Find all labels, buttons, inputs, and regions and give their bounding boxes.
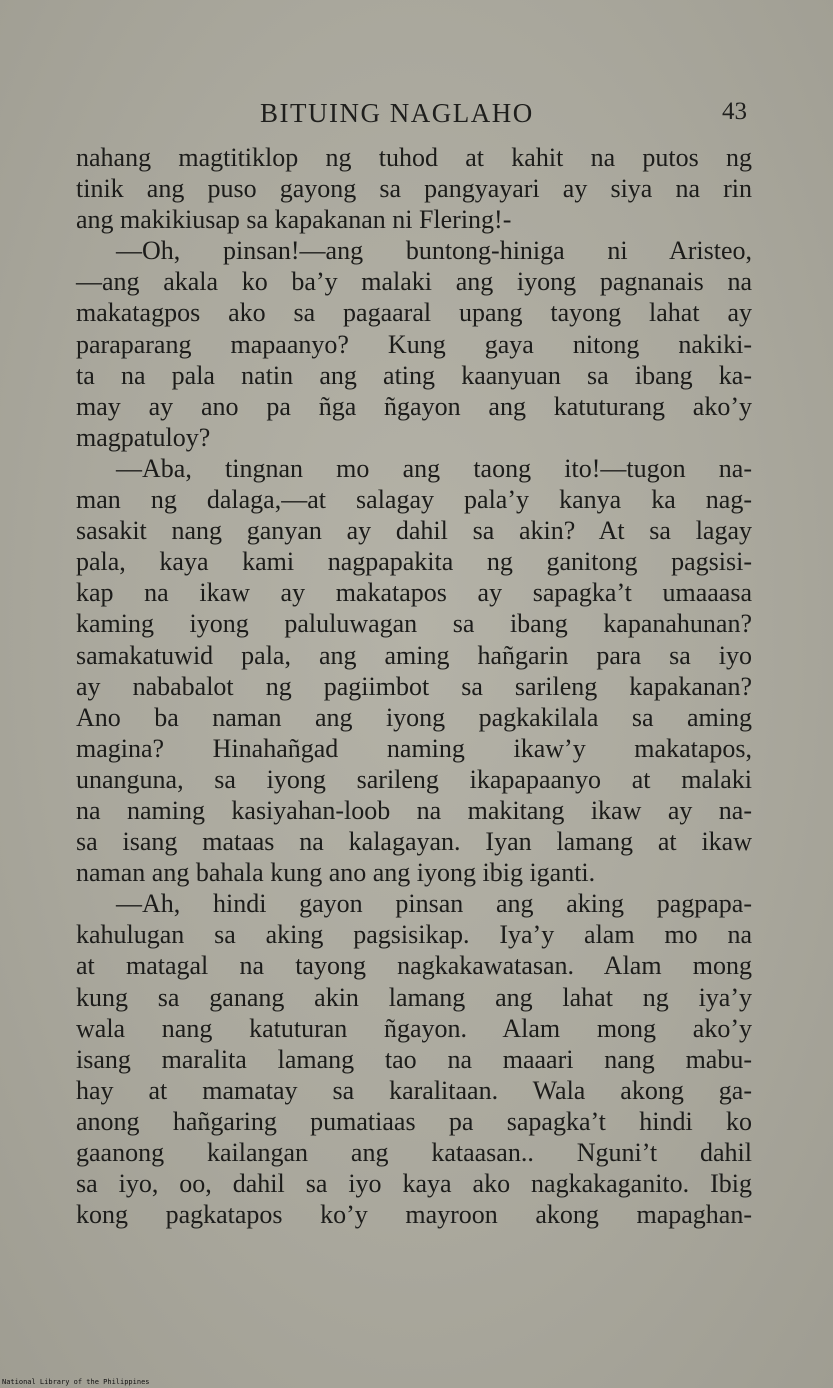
text-line: naman ang bahala kung ano ang iyong ibig iganti. — [76, 858, 596, 888]
text-line: kaming iyong paluluwagan sa ibang kapanahunan? — [76, 609, 752, 639]
running-title: BITUING NAGLAHO — [260, 98, 534, 128]
text-line: ta na pala natin ang ating kaanyuan sa ibang ka- — [76, 360, 752, 390]
text-line: samakatuwid pala, ang aming hañgarin para sa iyo — [76, 640, 752, 670]
page-number: 43 — [722, 98, 747, 125]
text-line: kong pagkatapos ko’y mayroon akong mapaghan- — [76, 1200, 752, 1230]
text-line: at matagal na tayong nagkakawatasan. Alam mong — [76, 951, 752, 981]
text-line: tinik ang puso gayong sa pangyayari ay siya na rin — [76, 174, 752, 204]
library-credit: National Library of the Philippines — [2, 1378, 150, 1386]
text-line: sa isang mataas na kalagayan. Iyan lamang at ikaw — [76, 827, 752, 857]
text-line: na naming kasiyahan-loob na makitang ikaw ay na- — [76, 795, 752, 825]
text-line: —Oh, pinsan!—ang buntong-hiniga ni Aristeo, — [116, 236, 752, 266]
text-line: isang maralita lamang tao na maaari nang mabu- — [76, 1044, 752, 1074]
text-line: kahulugan sa aking pagsisikap. Iya’y alam mo na — [76, 920, 752, 950]
text-line: wala nang katuturan ñgayon. Alam mong ako’y — [76, 1013, 752, 1043]
text-line: —Aba, tingnan mo ang taong ito!—tugon na- — [116, 453, 752, 483]
text-line: gaanong kailangan ang kataasan.. Nguni’t dahil — [76, 1138, 752, 1167]
page-header — [0, 98, 833, 138]
text-line: kap na ikaw ay makatapos ay sapagka’t umaaasa — [76, 578, 752, 608]
text-line: magpatuloy? — [76, 422, 211, 452]
body-text — [76, 142, 752, 1230]
text-line: kung sa ganang akin lamang ang lahat ng iya’y — [76, 982, 752, 1012]
text-line: hay at mamatay sa karalitaan. Wala akong ga- — [76, 1075, 752, 1105]
text-line: ang makikiusap sa kapakanan ni Flering!- — [76, 205, 512, 235]
text-line: makatagpos ako sa pagaaral upang tayong lahat ay — [76, 298, 752, 328]
text-line: nahang magtitiklop ng tuhod at kahit na putos ng — [76, 143, 752, 172]
text-line: Ano ba naman ang iyong pagkakilala sa aming — [76, 702, 752, 732]
text-line: unanguna, sa iyong sarileng ikapapaanyo at malaki — [76, 764, 752, 794]
text-line: may ay ano pa ñga ñgayon ang katuturang ako’y — [76, 391, 752, 421]
text-line: ay nababalot ng pagiimbot sa sarileng kapakanan? — [76, 671, 752, 701]
text-line: magina? Hinahañgad naming ikaw’y makatapos, — [76, 733, 752, 763]
text-line: sa iyo, oo, dahil sa iyo kaya ako nagkakaganito. Ibig — [76, 1169, 752, 1199]
text-line: sasakit nang ganyan ay dahil sa akin? At sa lagay — [76, 516, 752, 546]
text-line: —ang akala ko ba’y malaki ang iyong pagnanais na — [76, 267, 752, 297]
text-line: anong hañgaring pumatiaas pa sapagka’t hindi ko — [76, 1106, 752, 1136]
text-line: —Ah, hindi gayon pinsan ang aking pagpapa- — [116, 889, 752, 919]
text-line: man ng dalaga,—at salagay pala’y kanya ka nag- — [76, 485, 752, 515]
text-line: paraparang mapaanyo? Kung gaya nitong nakiki- — [76, 329, 752, 359]
text-line: pala, kaya kami nagpapakita ng ganitong pagsisi- — [76, 547, 752, 577]
